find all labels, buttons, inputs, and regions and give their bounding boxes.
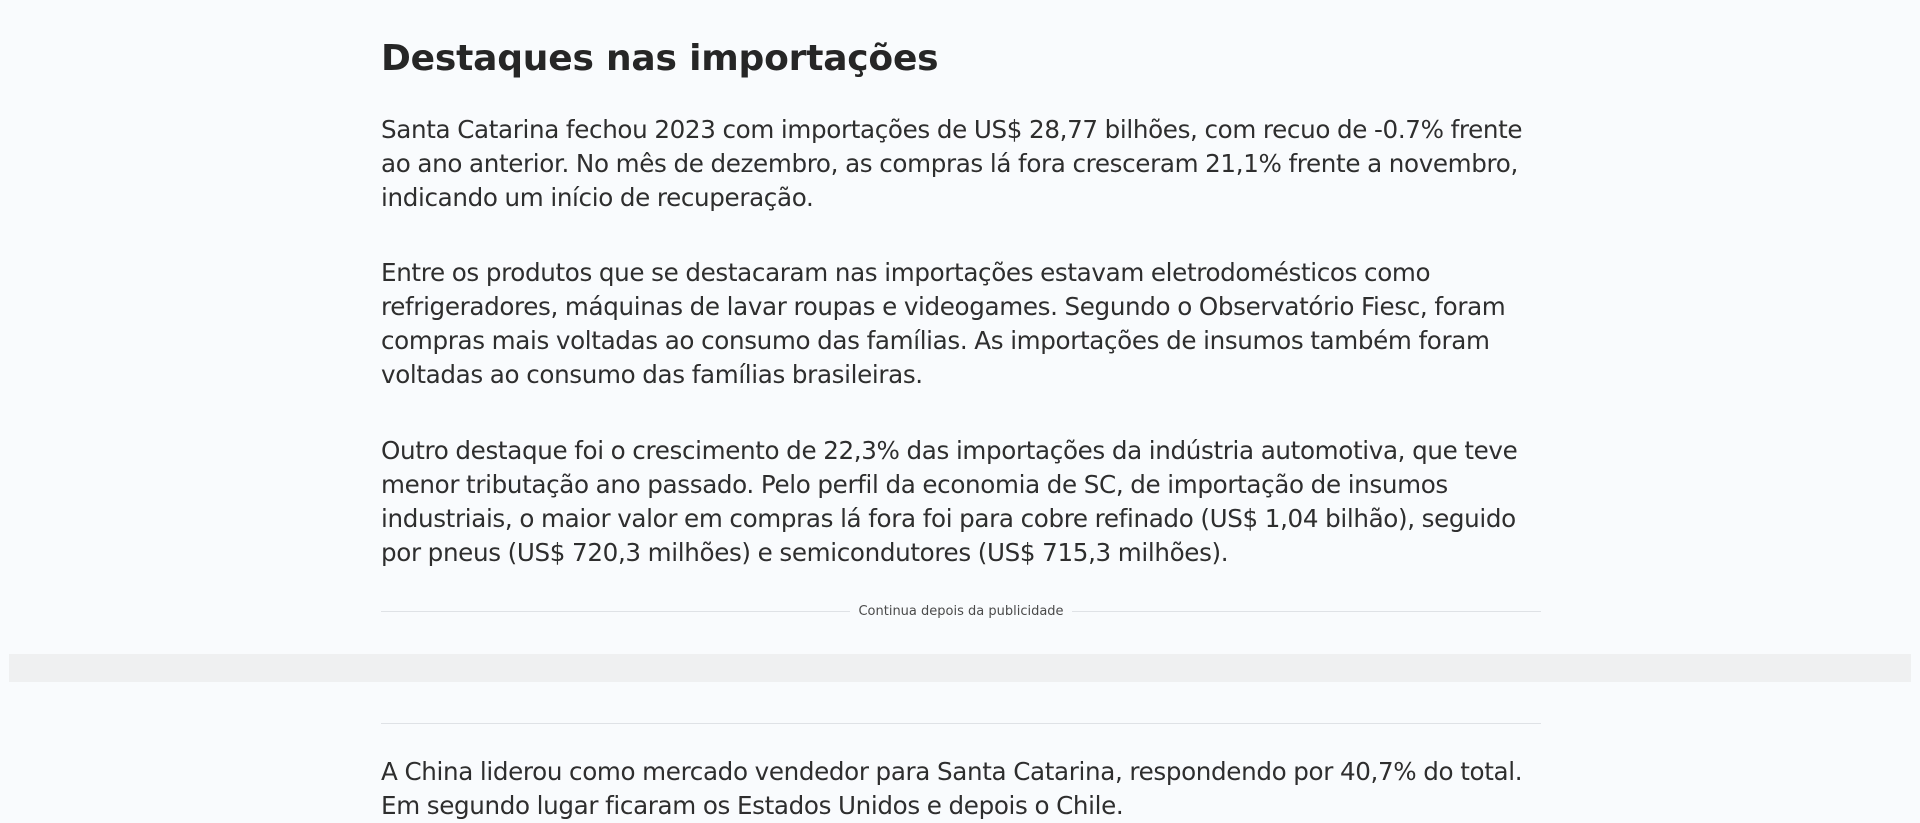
ad-divider-bottom	[381, 723, 1541, 724]
ad-notice	[381, 600, 1541, 622]
paragraph-import-totals: Santa Catarina fechou 2023 com importações de US$ 28,77 bilhões, com recuo de -0.7% frente ao ano anterior. No mês de dezembro, as compras lá fora cresceram 21,1% frente a novembro, indicando um início de recuperação.	[381, 115, 1523, 212]
paragraph-highlight-products: Entre os produtos que se destacaram nas importações estavam eletrodomésticos como refrigeradores, máquinas de lavar roupas e videogames. Segundo o Observatório Fiesc, foram compras mais voltadas ao consumo das famílias. As importações de insumos também foram voltadas ao consumo das famílias brasileiras.	[381, 258, 1506, 389]
paragraph-china-market: A China liderou como mercado vendedor para Santa Catarina, respondendo por 40,7% do total. Em segundo lugar ficaram os Estados Unidos e depois o Chile.	[381, 757, 1523, 820]
ad-divider-right	[1072, 611, 1541, 612]
ad-divider-left	[381, 611, 850, 612]
ad-slot	[9, 654, 1911, 682]
section-heading: Destaques nas importações	[381, 38, 939, 79]
ad-notice-label: Continua depois da publicidade	[858, 603, 1064, 619]
paragraph-automotive-growth: Outro destaque foi o crescimento de 22,3% das importações da indústria automotiva, que teve menor tributação ano passado. Pelo perfil da economia de SC, de importação de insumos industriais, o maior valor em compras lá fora foi para cobre refinado (US$ 1,04 bilhão), seguido por pneus (US$ 720,3 milhões) e semicondutores (US$ 715,3 milhões).	[381, 436, 1518, 567]
